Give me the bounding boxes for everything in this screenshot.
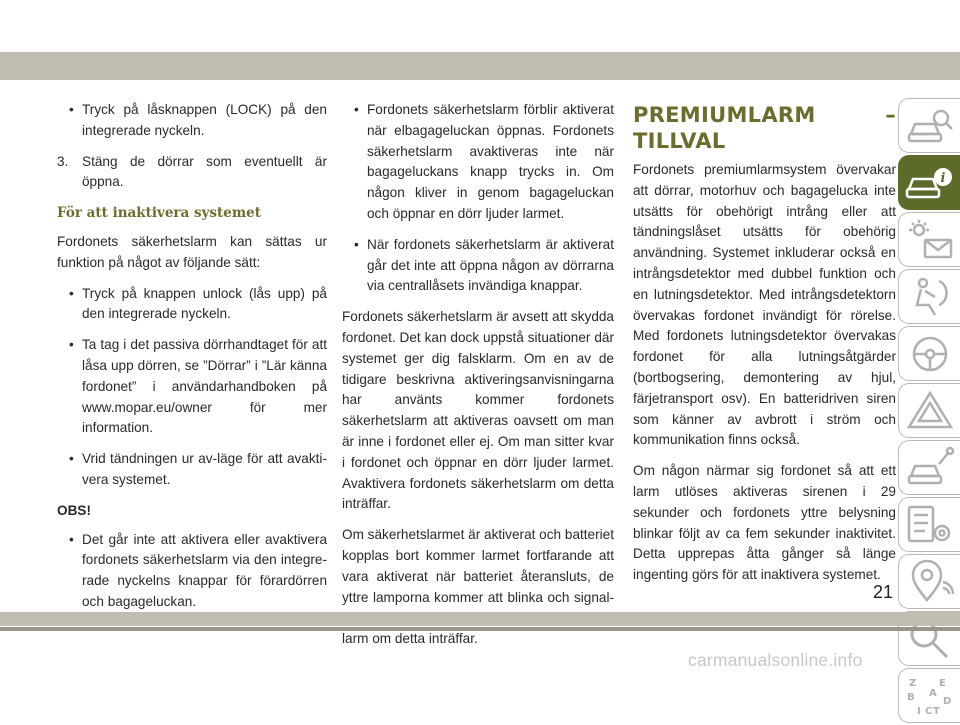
tab-car-search[interactable] [898,98,960,153]
warning-triangle-icon [905,389,955,433]
paragraph: Om någon närmar sig fordonet så att ett larm utlöses aktiveras sirenen i 29 sekunder och fordonets yttre belysning blinkar följt av ca fem sekunder inaktivitet. Detta upprepas åtta gånger så länge ingenting görs för att inaktivera systemet. [633,463,896,583]
car-info-icon [905,161,955,205]
wrench-car-icon [905,446,955,490]
paragraph: Fordonets säkerhetslarm är avsett att skydda fordonet. Det kan dock uppstå situationer där systemet ger dig falsklarm. Om en av de tidigare beskrivna aktiveringsanvisningarna har använts kommer fordonets säkerhetslarm att aktiveras oavsett om man är inne i fordonet eller ej. Om man sitter kvar i fordonet och öppnar en dörr ljuder larmet. Avaktivera fordonets säkerhetslarm om detta inträffar. [342,309,614,512]
index-letter: I [917,706,921,717]
index-letter: C [925,706,933,717]
tab-emergency[interactable] [898,383,960,438]
tab-service[interactable] [898,440,960,495]
tab-driving[interactable] [898,326,960,381]
step-number: 3. [57,153,69,169]
index-letter: T [933,706,940,717]
step-text: Stäng de dörrar som eventuellt är öppna. [82,153,327,190]
list-item: • Fordonets säkerhetslarm förblir aktiverat när elbagageluckan öppnas. Fordonets säkerhetslarm avaktiveras inte när bagageluckans knapp trycks in. Om någon kliver in genom bagageluckan och öppnar en dörr ljuder larmet. [342,100,614,225]
tab-specifications[interactable] [898,497,960,552]
index-letter: D [943,696,952,707]
tab-safety[interactable] [898,269,960,324]
airbag-seat-icon [905,275,955,319]
steering-wheel-icon [905,332,955,376]
list-item: • Tryck på knappen unlock (lås upp) på den integrerade nyckeln. [57,284,327,326]
alphabet-index-icon [905,674,955,718]
index-letter: A [929,688,937,699]
paragraph: Fordonets premiumlarmsystem övervakar att dörrar, motorhuv och bagagelucka inte utsätts för obehörigt intrång eller att tändningslåset utsätts för obehörig användning. Systemet inkluderar också en intrångsdetektor med dubbel funktion och en lutningsdetektor. Med intrångsdetektorn övervakas fordonet invändigt för rörelse. Med fordonets lutningsdetektor övervakas fordonet för alla lutningsåtgärder (bortbogsering, demontering av hjul, färjetransport osv). En batteridriven siren som känner av avbrott i ström och kommunikation finns också. [633,162,896,448]
bottom-line [0,627,960,631]
tab-multimedia[interactable] [898,554,960,609]
column-right [633,102,896,596]
watermark: carmanualsonline.info [688,650,863,670]
paragraph: Om säkerhetslarmet är aktiverat och batteriet kopplas bort kommer larmet fortfarande att vara aktiverat när batteriet återansluts, de yttre lamporna kommer att blinka och signal arm om detta inträffar. [342,527,614,647]
note-bullet: • Det går inte att aktivera eller avaktivera fordonets säkerhetslarm via den integrerade nyckelns knappar för förardörren och bagageluckan. [57,530,327,613]
section-heading: PREMIUMLARM – TILLVAL [633,103,896,153]
list-item: • Vrid tändningen ur av-läge för att avaktivera systemet. [57,449,327,491]
light-message-icon [905,218,955,262]
column-left [57,100,327,623]
bottom-band [0,612,960,626]
tab-lights-messages[interactable] [898,212,960,267]
note-label: OBS! [57,502,91,518]
car-search-icon [905,104,955,148]
location-pin-icon [905,560,955,604]
list-item: • Ta tag i det passiva dörrhandtaget för att låsa upp dörren, se ”Dörrar” i ”Lär känna fordonet” i användarhandboken på www.mopar.eu/owner för mer information. [57,335,327,439]
index-letter: B [907,692,915,703]
index-letter: Z [909,678,917,689]
list-item: • När fordonets säkerhetslarm är aktiverat går det inte att öppna någon av dörrarna via centrallåsets invändiga knappar. [342,235,614,297]
top-band [0,52,960,80]
intro-paragraph: Fordonets säkerhetslarm kan sättas ur funktion på något av följande sätt: [57,233,327,270]
checklist-gear-icon [905,503,955,547]
svg-text:i: i [940,171,946,186]
tab-index[interactable] [898,668,960,723]
column-middle [342,100,614,660]
subheading-deactivate: För att inaktivera systemet [57,205,261,222]
bullet-lock: • Tryck på låsknappen (LOCK) på den integrerade nyckeln. [57,100,327,142]
tab-car-info[interactable] [898,155,960,210]
step-3 [57,152,327,194]
page-number: 21 [873,582,894,602]
index-letter: E [939,678,946,689]
